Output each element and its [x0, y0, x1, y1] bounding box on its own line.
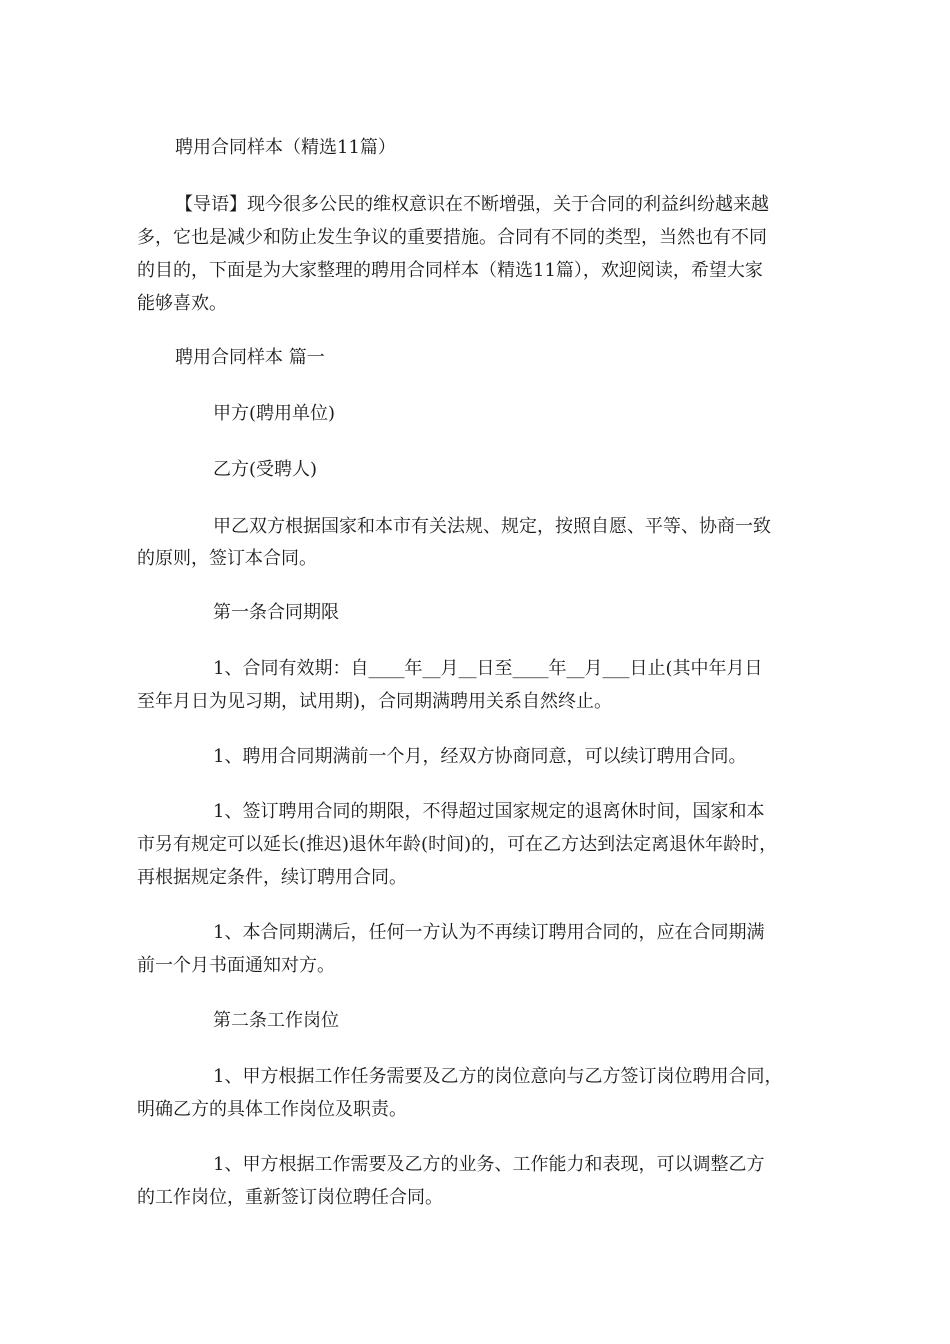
intro-line: 多，它也是减少和防止发生争议的重要措施。合同有不同的类型，当然也有不同: [137, 227, 767, 248]
intro-line: 的目的，下面是为大家整理的聘用合同样本（精选11篇），欢迎阅读，希望大家: [137, 260, 763, 281]
section-heading: 聘用合同样本 篇一: [175, 347, 325, 368]
clause-line: 再根据规定条件，续订聘用合同。: [137, 867, 407, 888]
document-title: 聘用合同样本（精选11篇）: [175, 137, 396, 158]
preamble-line: 甲乙双方根据国家和本市有关法规、规定，按照自愿、平等、协商一致: [213, 516, 771, 537]
clause-line: 1、甲方根据工作任务需要及乙方的岗位意向与乙方签订岗位聘用合同，: [213, 1066, 783, 1087]
clause-line: 1、本合同期满后，任何一方认为不再续订聘用合同的，应在合同期满: [213, 922, 765, 943]
intro-line: 【导语】现今很多公民的维权意识在不断增强，关于合同的利益纠纷越来越: [175, 194, 769, 215]
party-b-label: 乙方(受聘人): [213, 459, 318, 480]
clause-line: 明确乙方的具体工作岗位及职责。: [137, 1099, 407, 1120]
clause-line: 1、签订聘用合同的期限，不得超过国家规定的退离休时间，国家和本: [213, 801, 765, 822]
clause-line: 前一个月书面通知对方。: [137, 955, 335, 976]
clause-line: 1、聘用合同期满前一个月，经双方协商同意，可以续订聘用合同。: [213, 746, 747, 767]
clause-line: 1、合同有效期：自____年__月__日至____年__月___日止(其中年月日: [213, 658, 763, 679]
intro-line: 能够喜欢。: [137, 293, 227, 314]
party-a-label: 甲方(聘用单位): [213, 403, 336, 424]
article-heading: 第二条工作岗位: [213, 1010, 339, 1031]
clause-line: 市另有规定可以延长(推迟)退休年龄(时间)的，可在乙方达到法定离退休年龄时，: [137, 834, 778, 855]
article-heading: 第一条合同期限: [213, 602, 339, 623]
preamble-line: 的原则，签订本合同。: [137, 548, 317, 569]
clause-line: 1、甲方根据工作需要及乙方的业务、工作能力和表现，可以调整乙方: [213, 1154, 765, 1175]
clause-line: 的工作岗位，重新签订岗位聘任合同。: [137, 1187, 443, 1208]
clause-line: 至年月日为见习期，试用期)，合同期满聘用关系自然终止。: [137, 691, 613, 712]
